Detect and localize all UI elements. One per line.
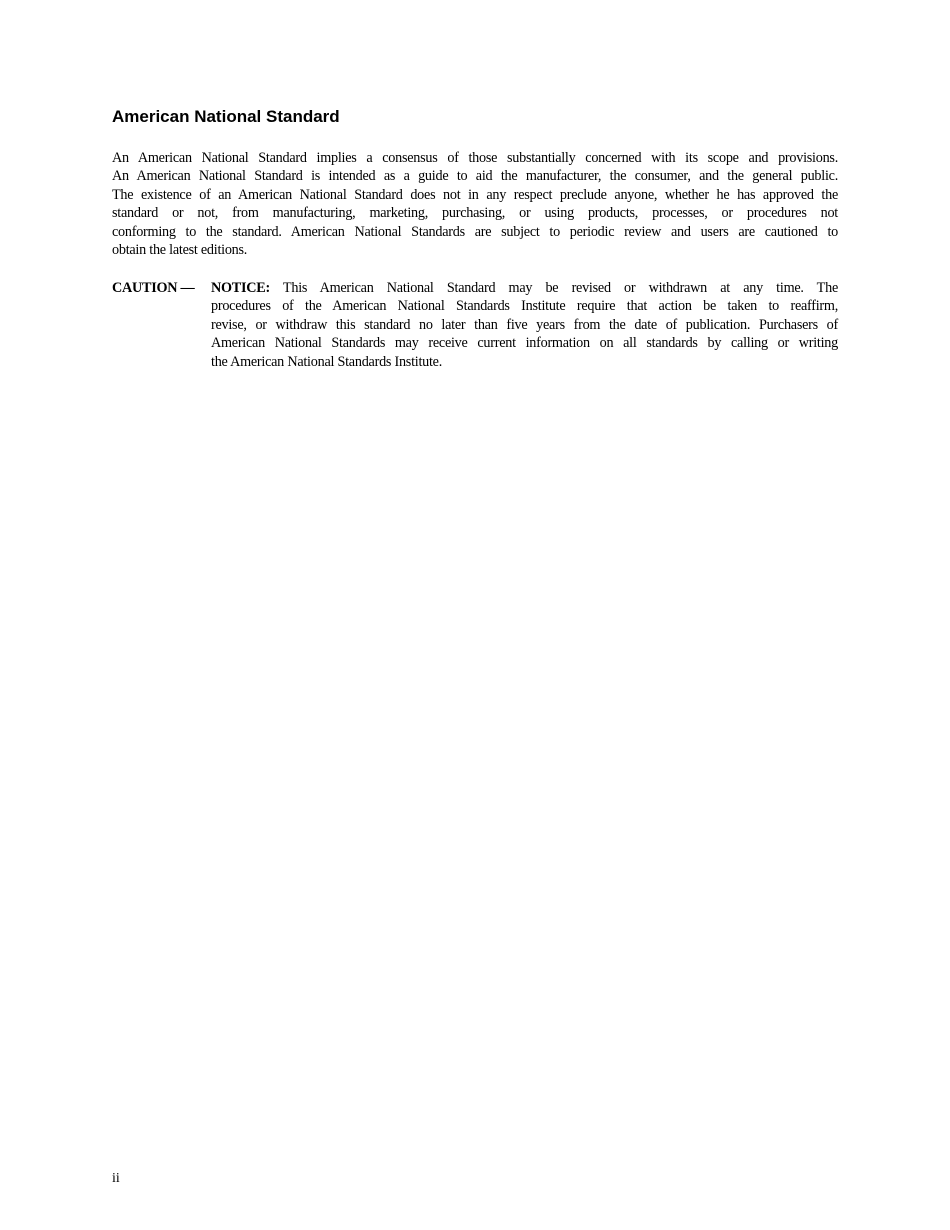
paragraph-line: conforming to the standard. American National Standards are subject to periodic review and users are cautioned to [112,223,838,240]
notice-line: revise, or withdraw this standard no later than five years from the date of publication. Purchasers of [211,316,838,333]
notice-label: NOTICE: [211,280,270,296]
paragraph-line: The existence of an American National Standard does not in any respect preclude anyone, whether he has approved the [112,186,838,203]
paragraph-line: An American National Standard implies a consensus of those substantially concerned with its scope and provisions. [112,150,838,166]
notice-line: American National Standards may receive current information on all standards by calling or writing [211,335,838,352]
notice-line [211,279,838,297]
intro-paragraph [112,149,838,259]
notice-line: procedures of the American National Standards Institute require that action be taken to reaffirm, [211,298,838,315]
section-heading: American National Standard [112,107,340,126]
paragraph-line: standard or not, from manufacturing, marketing, purchasing, or using products, processes, or procedures not [112,205,838,222]
caution-notice [211,279,838,371]
caution-label: CAUTION — [112,280,195,296]
notice-text: This American National Standard may be revised or withdrawn at any time. The [269,280,838,296]
notice-line: the American National Standards Institute. [211,353,443,370]
paragraph-line: An American National Standard is intended as a guide to aid the manufacturer, the consumer, and the general public. [112,168,838,185]
page-number: ii [112,1171,120,1186]
paragraph-line: obtain the latest editions. [112,241,248,258]
